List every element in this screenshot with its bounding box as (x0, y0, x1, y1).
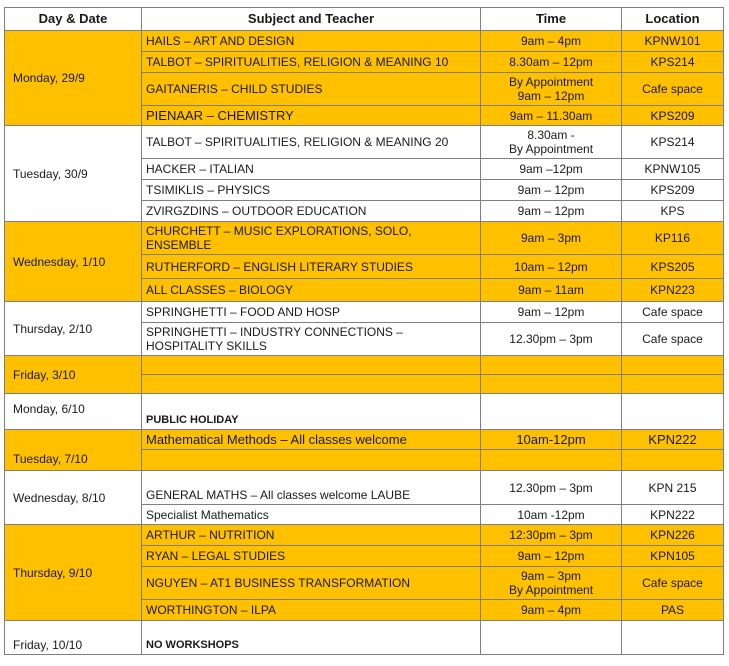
location-cell (622, 394, 724, 430)
subject-cell: HAILS – ART AND DESIGN (142, 31, 481, 52)
location-cell: KPS214 (622, 52, 724, 73)
location-cell: KPS209 (622, 180, 724, 201)
day-cell: Friday, 3/10 (5, 356, 142, 394)
time-line: By Appointment (508, 583, 594, 597)
time-cell: 9am – 12pm (481, 302, 622, 323)
time-cell: 12.30pm – 3pm (481, 323, 622, 356)
time-cell: 9am – 12pm (481, 546, 622, 567)
location-cell (622, 356, 724, 375)
day-cell: Tuesday, 7/10 (5, 430, 142, 471)
table-row (5, 394, 724, 430)
subject-cell: TALBOT – SPIRITUALITIES, RELIGION & MEANING 20 (142, 126, 481, 159)
subject-cell: GAITANERIS – CHILD STUDIES (142, 73, 481, 106)
time-cell: 12:30pm – 3pm (481, 525, 622, 546)
subject-cell: NGUYEN – AT1 BUSINESS TRANSFORMATION (142, 567, 481, 600)
location-cell (622, 375, 724, 394)
time-cell: 9am –12pm (481, 159, 622, 180)
table-row (5, 430, 724, 450)
location-cell (622, 621, 724, 655)
time-cell: 10am-12pm (481, 430, 622, 450)
subject-cell: PIENAAR – CHEMISTRY (142, 106, 481, 126)
time-line: 9am – 3pm (520, 569, 582, 583)
time-cell: 9am – 11.30am (481, 106, 622, 126)
location-cell: KPN222 (622, 430, 724, 450)
location-cell: KPNW101 (622, 31, 724, 52)
location-cell: KPN105 (622, 546, 724, 567)
time-cell (481, 375, 622, 394)
time-line: 9am – 12pm (517, 89, 585, 103)
subject-cell: ZVIRGZDINS – OUTDOOR EDUCATION (142, 201, 481, 222)
location-cell: Cafe space (622, 302, 724, 323)
location-cell: KPN223 (622, 279, 724, 302)
time-cell (481, 567, 622, 600)
subject-cell (142, 450, 481, 471)
day-cell: Thursday, 2/10 (5, 302, 142, 356)
table-row (5, 356, 724, 375)
location-cell: KP116 (622, 222, 724, 255)
table-row (5, 525, 724, 546)
day-cell: Wednesday, 8/10 (5, 471, 142, 525)
time-line: By Appointment (508, 142, 594, 156)
table-row (5, 621, 724, 655)
time-cell: 9am – 12pm (481, 201, 622, 222)
subject-cell: GENERAL MATHS – All classes welcome LAUBE (142, 471, 481, 505)
table-row (5, 222, 724, 255)
subject-cell (142, 375, 481, 394)
subject-cell: RYAN – LEGAL STUDIES (142, 546, 481, 567)
location-cell: KPS209 (622, 106, 724, 126)
time-cell (481, 394, 622, 430)
time-cell (481, 73, 622, 106)
location-cell (622, 450, 724, 471)
location-cell: KPS (622, 201, 724, 222)
header-row (5, 8, 724, 31)
time-cell: 10am – 12pm (481, 255, 622, 279)
subject-line: SPRINGHETTI – INDUSTRY CONNECTIONS – (146, 325, 403, 339)
time-cell (481, 621, 622, 655)
time-cell: 9am – 12pm (481, 180, 622, 201)
time-cell: 12.30pm – 3pm (481, 471, 622, 505)
table-row (5, 31, 724, 52)
time-cell: 9am – 4pm (481, 600, 622, 621)
day-cell: Monday, 6/10 (5, 394, 142, 430)
day-cell: Tuesday, 30/9 (5, 126, 142, 222)
workshop-schedule-table (4, 7, 724, 655)
header-time: Time (481, 8, 622, 31)
time-line: By Appointment (508, 75, 594, 89)
subject-cell: ARTHUR – NUTRITION (142, 525, 481, 546)
time-cell (481, 356, 622, 375)
location-cell: KPN222 (622, 505, 724, 525)
subject-cell: HACKER – ITALIAN (142, 159, 481, 180)
subject-cell (142, 356, 481, 375)
subject-cell: RUTHERFORD – ENGLISH LITERARY STUDIES (142, 255, 481, 279)
location-cell: KPS214 (622, 126, 724, 159)
location-cell: KPN 215 (622, 471, 724, 505)
subject-cell: SPRINGHETTI – FOOD AND HOSP (142, 302, 481, 323)
day-cell: Wednesday, 1/10 (5, 222, 142, 302)
time-line: 8.30am - (527, 128, 575, 142)
time-cell: 9am – 4pm (481, 31, 622, 52)
subject-cell: Specialist Mathematics (142, 505, 481, 525)
time-cell (481, 450, 622, 471)
time-cell: 10am -12pm (481, 505, 622, 525)
subject-cell: Mathematical Methods – All classes welcome (142, 430, 481, 450)
subject-cell: WORTHINGTON – ILPA (142, 600, 481, 621)
subject-cell: TALBOT – SPIRITUALITIES, RELIGION & MEANING 10 (142, 52, 481, 73)
subject-line: CHURCHETT – MUSIC EXPLORATIONS, SOLO, (146, 224, 412, 238)
time-cell (481, 126, 622, 159)
subject-line: ENSEMBLE (146, 238, 212, 252)
location-cell: KPNW105 (622, 159, 724, 180)
day-cell: Friday, 10/10 (5, 621, 142, 655)
header-location: Location (622, 8, 724, 31)
time-cell: 8.30am – 12pm (481, 52, 622, 73)
table-row (5, 302, 724, 323)
time-cell: 9am – 3pm (481, 222, 622, 255)
subject-cell: ALL CLASSES – BIOLOGY (142, 279, 481, 302)
header-day: Day & Date (5, 8, 142, 31)
location-cell: Cafe space (622, 73, 724, 106)
subject-cell: PUBLIC HOLIDAY (142, 394, 481, 430)
location-cell: Cafe space (622, 323, 724, 356)
subject-cell (142, 222, 481, 255)
subject-line: HOSPITALITY SKILLS (146, 339, 267, 353)
subject-cell: TSIMIKLIS – PHYSICS (142, 180, 481, 201)
location-cell: KPS205 (622, 255, 724, 279)
location-cell: KPN226 (622, 525, 724, 546)
subject-cell (142, 323, 481, 356)
header-subject: Subject and Teacher (142, 8, 481, 31)
subject-cell: NO WORKSHOPS (142, 621, 481, 655)
time-cell: 9am – 11am (481, 279, 622, 302)
location-cell: Cafe space (622, 567, 724, 600)
table-row (5, 126, 724, 159)
day-cell: Monday, 29/9 (5, 31, 142, 126)
table-row (5, 471, 724, 505)
location-cell: PAS (622, 600, 724, 621)
day-cell: Thursday, 9/10 (5, 525, 142, 621)
